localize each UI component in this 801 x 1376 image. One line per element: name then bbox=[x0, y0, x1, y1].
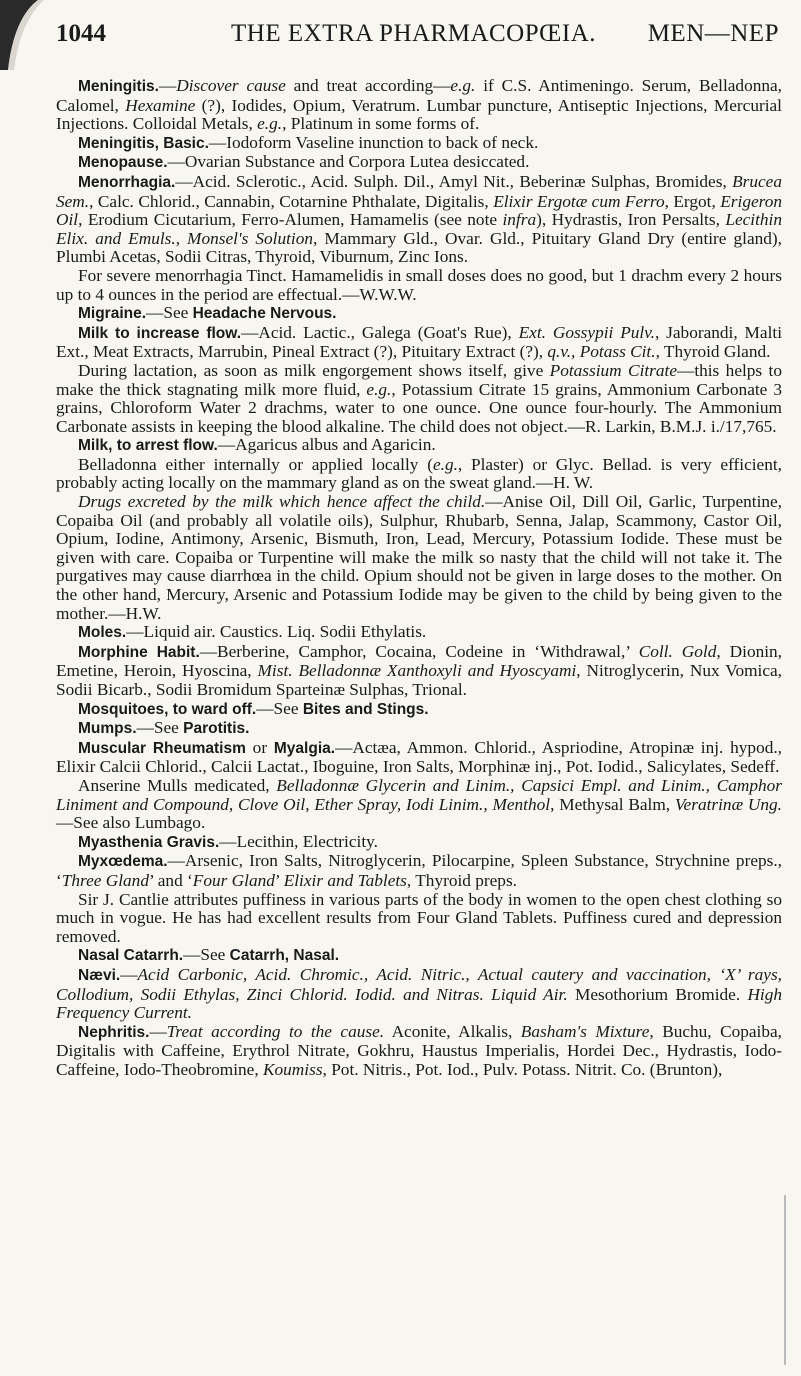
entry-text: —Anise Oil, Dill Oil, Garlic, Turpentine, Copaiba Oil (and probably all volatile oils), Sulphur, Rhubarb, Senna, Jalap, Scammony, Castor Oil, Opium, Iodine, Antimony, Arsenic, Bismuth, Iron, Lead, Mercury, Potassium Iodide. These must be given with care. Copaiba or Turpentine will make the milk so nasty that the child will not take it. The purgatives may cause diarrhœa in the child. Opium should not be given in large doses to the mother. On the other hand, Mercury, Arsenic and Potassium Iodide may be given to the child by being given to the mother.—H.W. bbox=[56, 492, 783, 623]
entry-paragraph bbox=[56, 304, 782, 324]
entry-heading: Catarrh, Nasal. bbox=[229, 947, 340, 965]
entry-text: —Lecithin, Electricity. bbox=[219, 831, 378, 851]
entry-text: —Ovarian Substance and Corpora Lutea desiccated. bbox=[167, 152, 530, 172]
entry-heading: Headache Nervous. bbox=[192, 305, 337, 323]
entry-text: Sir J. Cantlie attributes puffiness in various parts of the body in women to the open chest clothing so much in vogue. He has had excellent results from Four Gland Tablets. Puffiness cured and depression removed. bbox=[56, 889, 782, 946]
entry-text: ), Hydrastis, Iron Persalts, bbox=[536, 210, 726, 230]
italic-text: e.g. bbox=[366, 379, 392, 399]
italic-text: Elixir Ergotæ cum Ferro bbox=[493, 191, 665, 211]
entry-heading: Meningitis, Basic. bbox=[78, 134, 209, 152]
entry-text: (?), Iodides, Opium, Veratrum. Lumbar puncture, Antiseptic Injections, Mercurial Injections. Colloidal Metals, bbox=[56, 95, 782, 134]
entry-heading: Milk, to arrest flow. bbox=[78, 437, 218, 455]
entry-paragraph bbox=[56, 493, 782, 623]
entry-text: For severe menorrhagia Tinct. Hamamelidis in small doses does no good, but 1 drachm every 2 hours up to 4 ounces in the period are effectual.—W.W.W. bbox=[56, 265, 782, 304]
entry-text: , Pot. Nitris., Pot. Iod., Pulv. Potass. Nitrit. Co. (Brunton), bbox=[322, 1059, 723, 1079]
entry-paragraph bbox=[56, 623, 782, 643]
entry-text: , Ergot, bbox=[664, 191, 721, 211]
entry-paragraph bbox=[56, 946, 782, 966]
italic-text: High Frequency Current. bbox=[56, 984, 782, 1023]
italic-text: Three Gland bbox=[61, 870, 149, 890]
page-body bbox=[56, 77, 782, 1079]
page-edge-mark bbox=[784, 1195, 786, 1365]
italic-text: Treat according to the cause. bbox=[166, 1021, 385, 1041]
entry-paragraph bbox=[56, 643, 782, 700]
section-range: MEN—NEP bbox=[647, 20, 779, 47]
entry-text: , Thyroid Gland. bbox=[655, 342, 771, 362]
entry-text: , Buchu, Copaiba, Digitalis with Caffeine, Erythrol Nitrate, Gokhru, Haustus Imperialis, Hordei Dec., Hydrastis, Iodo-Caffeine, Iodo-Theobromine, bbox=[56, 1021, 782, 1079]
italic-text: Elixir and Tablets bbox=[283, 870, 407, 890]
entry-paragraph bbox=[56, 852, 782, 890]
italic-text: Coll. Gold bbox=[638, 641, 717, 661]
entry-paragraph bbox=[56, 700, 782, 720]
entry-text: ’ bbox=[274, 870, 284, 890]
entry-text: Aconite, Alkalis, bbox=[384, 1021, 521, 1041]
italic-text: Koumiss bbox=[263, 1059, 323, 1079]
entry-heading: Meningitis. bbox=[78, 78, 159, 95]
entry-heading: Myxœdema. bbox=[78, 853, 168, 871]
entry-paragraph bbox=[56, 966, 782, 1023]
entry-text: , Jaborandi, Malti Ext., Meat Extracts, Marrubin, Pineal Extract (?), Pituitary Extract (?), bbox=[56, 322, 782, 362]
italic-text: Mist. Belladonnæ Xanthoxyli and Hyoscyami bbox=[257, 661, 577, 681]
entry-text: ’ and ‘ bbox=[148, 870, 193, 890]
entry-text: , Thyroid preps. bbox=[406, 870, 517, 890]
entry-heading: Muscular Rheumatism bbox=[78, 739, 246, 757]
entry-heading: Bites and Stings. bbox=[302, 700, 429, 718]
entry-text: and treat according— bbox=[285, 76, 451, 95]
entry-text: , Plaster) or Glyc. Bellad. is very efficient, probably acting locally on the mammary gland as on the sweat gland.—H. W. bbox=[56, 454, 782, 493]
italic-text: Erigeron Oil bbox=[56, 191, 782, 230]
entry-text: , Calc. Chlorid., Cannabin, Cotarnine Phthalate, Digitalis, bbox=[89, 191, 494, 211]
entry-text: —See bbox=[146, 303, 193, 323]
entry-text: Belladonna either internally or applied locally ( bbox=[78, 454, 433, 474]
entry-heading: Menopause. bbox=[78, 154, 168, 172]
entry-heading: Myalgia. bbox=[273, 739, 336, 757]
entry-heading: Mumps. bbox=[78, 720, 137, 738]
entry-text: — bbox=[120, 964, 138, 984]
entry-text: — bbox=[149, 1021, 167, 1041]
italic-text: Potassium Citrate bbox=[549, 360, 678, 380]
italic-text: Veratrinæ Ung. bbox=[674, 794, 782, 814]
entry-text: , Dionin, Emetine, Heroin, Hyoscina, bbox=[56, 641, 782, 681]
entry-heading: Parotitis. bbox=[183, 720, 250, 738]
running-header bbox=[56, 20, 779, 52]
italic-text: infra bbox=[502, 210, 537, 230]
entry-heading: Morphine Habit. bbox=[78, 643, 200, 661]
entry-text: or bbox=[245, 737, 274, 757]
italic-text: Brucea Sem. bbox=[56, 171, 782, 211]
italic-text: Acid Carbonic, Acid. Chromic., Acid. Nitric., Actual cautery and vaccination, ‘X’ rays, Collodium, Sodii Ethylas, Zinci Chlorid. Iodid. and Nitras. Liquid Air. bbox=[56, 964, 782, 1004]
entry-heading: Menorrhagia. bbox=[78, 173, 176, 191]
entry-text: —Arsenic, Iron Salts, Nitroglycerin, Pilocarpine, Spleen Substance, Strychnine preps., ‘ bbox=[56, 851, 782, 890]
entry-text: —Berberine, Camphor, Cocaina, Codeine in ‘Withdrawal,’ bbox=[199, 641, 639, 661]
italic-text: e.g. bbox=[432, 454, 458, 474]
italic-text: Ext. Gossypii Pulv. bbox=[518, 322, 655, 342]
entry-heading: Myasthenia Gravis. bbox=[78, 833, 220, 851]
entry-text: —See bbox=[183, 945, 230, 965]
entry-text: —this helps to make the thick stagnating milk more fluid, bbox=[56, 360, 783, 399]
entry-paragraph bbox=[56, 173, 782, 267]
italic-text: Basham's Mixture bbox=[520, 1021, 650, 1041]
entry-paragraph bbox=[56, 833, 782, 853]
book-title: THE EXTRA PHARMACOPŒIA. bbox=[231, 20, 597, 47]
entry-paragraph bbox=[56, 456, 782, 493]
italic-text: Lecithin Elix. and Emuls., Monsel's Solution bbox=[56, 210, 782, 248]
italic-text: Discover cause bbox=[176, 76, 286, 95]
entry-text: if C.S. Antimeningo. Serum, Belladonna, Calomel, bbox=[56, 76, 782, 115]
page-corner-shadow bbox=[0, 0, 60, 70]
entry-heading: Moles. bbox=[78, 624, 127, 642]
entry-paragraph bbox=[56, 324, 782, 362]
entry-paragraph bbox=[56, 77, 782, 134]
entry-paragraph bbox=[56, 1023, 782, 1080]
entry-text: Mesothorium Bromide. bbox=[567, 984, 748, 1004]
italic-text: e.g. bbox=[450, 76, 476, 95]
entry-text: During lactation, as soon as milk engorgement shows itself, give bbox=[78, 360, 550, 380]
entry-text: , Erodium Cicutarium, Ferro-Alumen, Hamamelis (see note bbox=[78, 210, 503, 230]
italic-text: Hexamine bbox=[125, 95, 196, 115]
entry-text: —Iodoform Vaseline inunction to back of neck. bbox=[208, 132, 539, 152]
entry-paragraph bbox=[56, 719, 782, 739]
entry-text: , Nitroglycerin, Nux Vomica, Sodii Bicarb., Sodii Bromidum Sparteinæ Sulphas, Trional. bbox=[56, 661, 782, 699]
entry-heading: Mosquitoes, to ward off. bbox=[78, 700, 257, 718]
entry-text: Anserine Mulls medicated, bbox=[78, 775, 277, 795]
entry-heading: Milk to increase flow. bbox=[78, 324, 242, 342]
entry-paragraph bbox=[56, 891, 782, 947]
entry-text: , Platinum in some forms of. bbox=[282, 114, 480, 134]
entry-paragraph bbox=[56, 267, 782, 304]
entry-paragraph bbox=[56, 153, 782, 173]
entry-paragraph bbox=[56, 777, 782, 833]
entry-paragraph bbox=[56, 362, 782, 436]
entry-text: —Acid. Sclerotic., Acid. Sulph. Dil., Amyl Nit., Beberinæ Sulphas, Bromides, bbox=[175, 171, 733, 191]
entry-text: —See bbox=[256, 698, 303, 718]
entry-text: —See also Lumbago. bbox=[56, 813, 206, 833]
entry-text: , Methysal Balm, bbox=[550, 794, 675, 814]
entry-paragraph bbox=[56, 739, 782, 777]
italic-text: e.g. bbox=[257, 114, 283, 134]
entry-text: —See bbox=[136, 718, 184, 738]
entry-heading: Migraine. bbox=[78, 305, 147, 323]
entry-text: — bbox=[158, 76, 177, 95]
italic-text: Four Gland bbox=[192, 870, 275, 890]
italic-text: Drugs excreted by the milk which hence affect the child. bbox=[78, 492, 486, 512]
entry-heading: Nævi. bbox=[78, 966, 121, 984]
entry-text: —Agaricus albus and Agaricin. bbox=[217, 435, 436, 455]
entry-text: , Mammary Gld., Ovar. Gld., Pituitary Gland Dry (entire gland), Plumbi Acetas, Sodii Citras, Thyroid, Viburnum, Zinc Ions. bbox=[56, 228, 782, 267]
entry-paragraph bbox=[56, 436, 782, 456]
entry-paragraph bbox=[56, 134, 782, 154]
entry-text: , Potassium Citrate 15 grains, Ammonium Carbonate 3 grains, Chloroform Water 2 drachms, water to one ounce. One ounce four-hourly. The Ammonium Carbonate assists in keeping the blood alkaline. The child does not object.—R. Larkin, B.M.J. i./17,765. bbox=[56, 379, 782, 436]
entry-heading: Nephritis. bbox=[78, 1023, 150, 1041]
entry-text: —Liquid air. Caustics. Liq. Sodii Ethylatis. bbox=[126, 622, 427, 642]
entry-heading: Nasal Catarrh. bbox=[78, 947, 184, 965]
page-number: 1044 bbox=[56, 20, 106, 47]
italic-text: Belladonnæ Glycerin and Linim., Capsici Empl. and Linim., Camphor Liniment and Compound, Clove Oil, Ether Spray, Iodi Linim., Menthol bbox=[56, 775, 782, 814]
entry-text: —Actæa, Ammon. Chlorid., Aspriodine, Atropinæ inj. hypod., Elixir Calcii Chlorid., Calcii Lactat., Iboguine, Iron Salts, Morphinæ inj., Pot. Iodid., Salicylates, Sedeff. bbox=[56, 737, 782, 777]
entry-text: —Acid. Lactic., Galega (Goat's Rue), bbox=[241, 322, 519, 342]
italic-text: q.v., Potass Cit. bbox=[547, 342, 656, 362]
